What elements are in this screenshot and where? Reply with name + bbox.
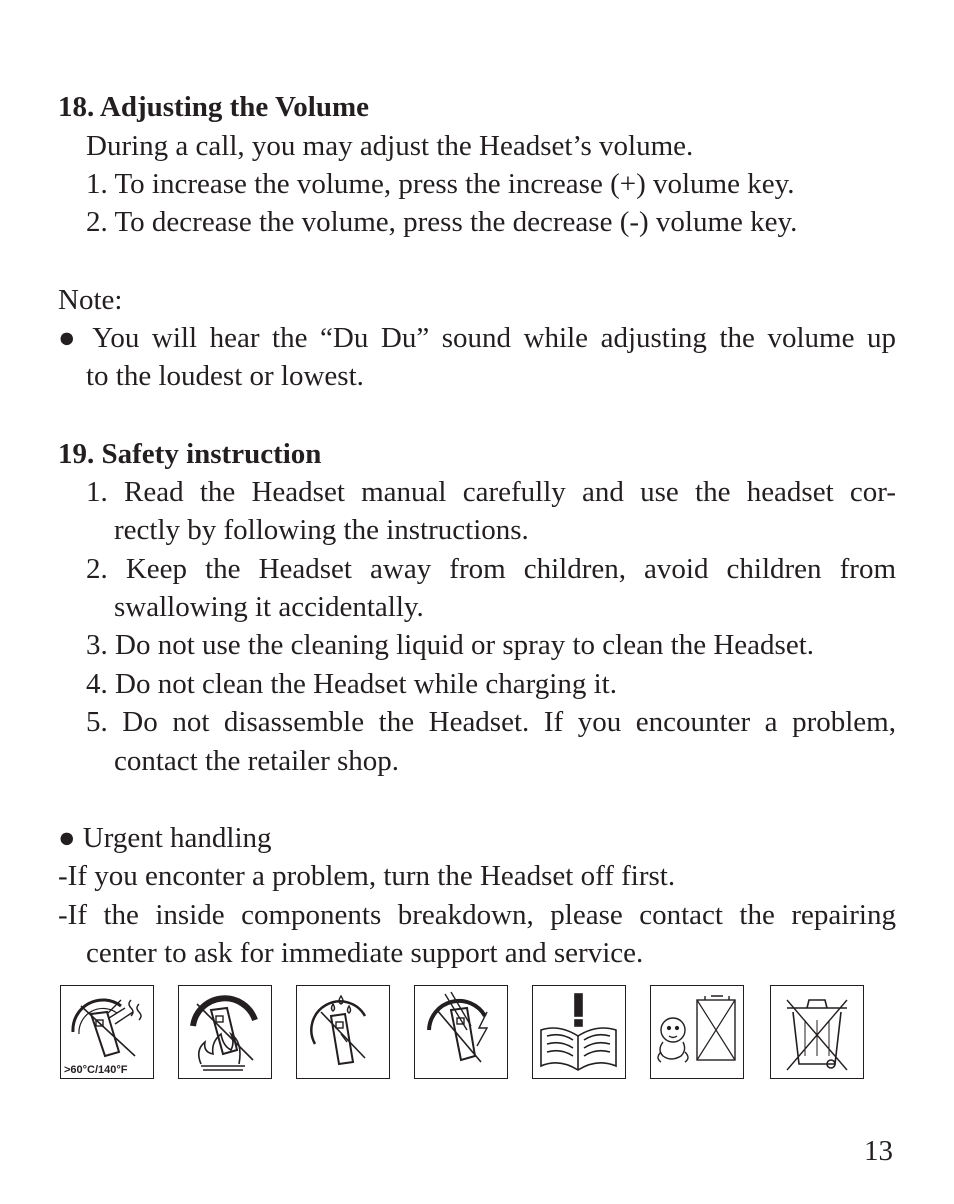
no-heat-icon [60,985,154,1079]
note-label: Note: [58,284,123,316]
no-fire-icon [178,985,272,1079]
note-bullet-line-2: to the loudest or lowest. [86,360,364,392]
section-18-step-2: 2. To decrease the volume, press the decrease (-) volume key. [86,206,798,238]
safety-item-1-line-1: 1. Read the Headset manual carefully and use the headset cor- [86,476,896,508]
urgent-line-2a: -If the inside components breakdown, please contact the repairing [58,899,896,931]
section-18-step-1: 1. To increase the volume, press the increase (+) volume key. [86,168,795,200]
safety-item-2-line-1: 2. Keep the Headset away from children, avoid children from [86,553,896,585]
safety-item-2-line-2: swallowing it accidentally. [114,591,424,623]
safety-item-4: 4. Do not clean the Headset while charging it. [86,668,617,700]
safety-item-1-line-2: rectly by following the instructions. [114,514,529,546]
temperature-label: >60°C/140°F [64,1064,128,1076]
no-trash-disposal-icon [770,985,864,1079]
section-18-intro: During a call, you may adjust the Headset’s volume. [86,130,694,162]
no-liquid-icon [296,985,390,1079]
no-disassemble-icon [414,985,508,1079]
safety-item-3: 3. Do not use the cleaning liquid or spray to clean the Headset. [86,629,815,661]
note-bullet-line-1: ● You will hear the “Du Du” sound while adjusting the volume up [58,322,896,354]
read-manual-icon [532,985,626,1079]
keep-from-children-icon [650,985,744,1079]
safety-icons-row [60,985,866,1082]
urgent-line-1: -If you enconter a problem, turn the Headset off first. [58,860,676,892]
safety-item-5-line-2: contact the retailer shop. [114,745,400,777]
section-19-title: 19. Safety instruction [58,438,322,470]
safety-item-5-line-1: 5. Do not disassemble the Headset. If you encounter a problem, [86,706,896,738]
urgent-handling-title: ● Urgent handling [58,822,272,854]
urgent-line-2b: center to ask for immediate support and service. [86,937,644,969]
page-number: 13 [864,1135,893,1167]
section-18-title: 18. Adjusting the Volume [58,91,370,123]
